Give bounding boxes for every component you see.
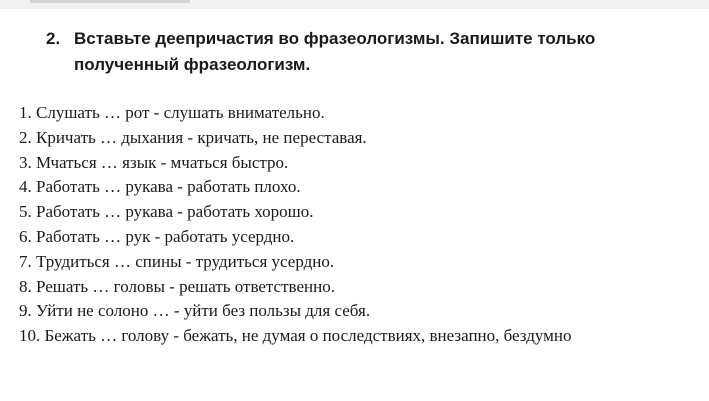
list-item: 9. Уйти не солоно … - уйти без пользы для себя.: [19, 301, 371, 321]
list-item: 4. Работать … рукава - работать плохо.: [19, 177, 301, 197]
list-item: 1. Слушать … рот - слушать внимательно.: [19, 103, 325, 122]
top-edge-strip: [0, 0, 709, 9]
list-item: 2. Кричать … дыхания - кричать, не переставая.: [19, 127, 367, 147]
task-instruction: Вставьте деепричастия во фразеологизмы. Запишите только полученный фразеологизм.: [74, 29, 596, 74]
list-item: 10. Бежать … голову - бежать, не думая о последствиях, внезапно, бездумно: [19, 326, 572, 346]
list-item: 7. Трудиться … спины - трудиться усердно.: [19, 251, 335, 271]
top-divider-line: [30, 0, 190, 3]
list-item: 8. Решать … головы - решать ответственно.: [19, 276, 335, 296]
list-item: 6. Работать … рук - работать усердно.: [19, 226, 295, 246]
phraseology-list: [19, 101, 709, 349]
list-item: 3. Мчаться … язык - мчаться быстро.: [19, 152, 289, 172]
list-item: 5. Работать … рукава - работать хорошо.: [19, 202, 314, 222]
task-number: 2.: [46, 29, 61, 48]
